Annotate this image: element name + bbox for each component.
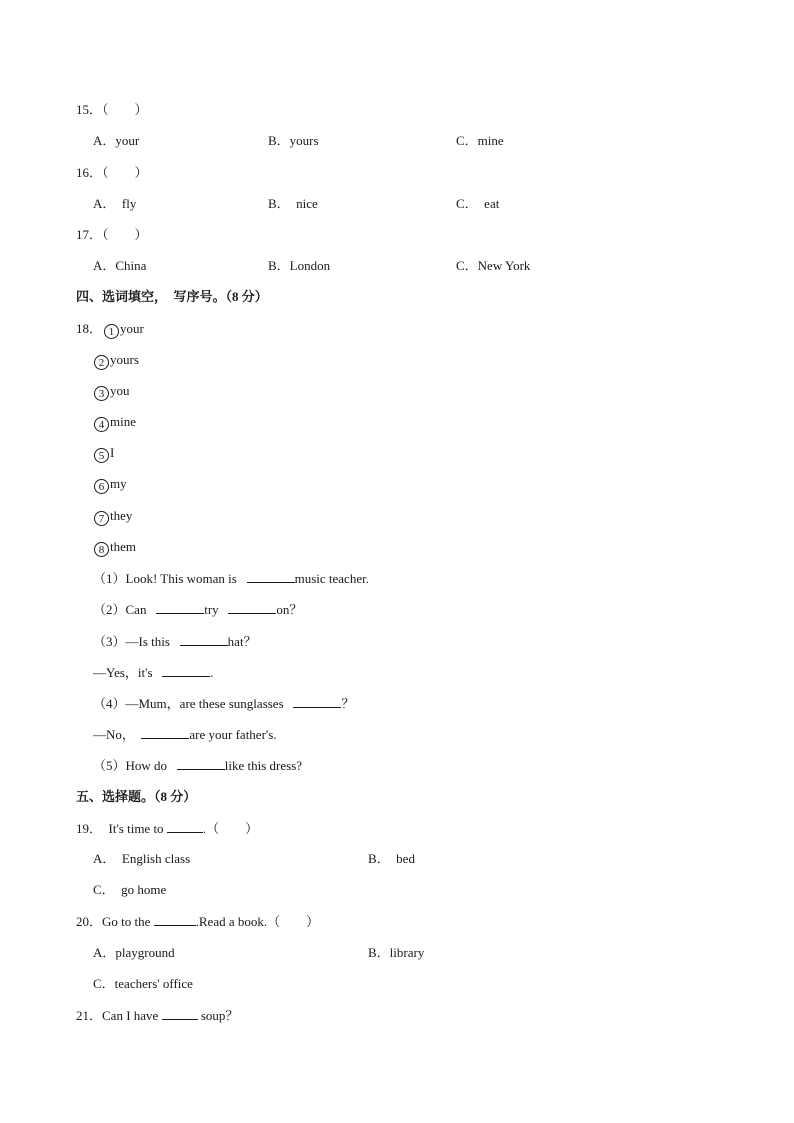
q19-option-a: A． English class bbox=[93, 851, 191, 866]
q20-option-b: B．library bbox=[368, 945, 425, 960]
word-option-6: 6 my bbox=[94, 476, 127, 494]
circled-number-1-icon: 1 bbox=[104, 324, 119, 339]
answer-blank[interactable] bbox=[167, 820, 203, 833]
question-19-stem: 19． It's time to .（ ） bbox=[76, 821, 259, 836]
answer-blank[interactable] bbox=[162, 1007, 198, 1020]
question-15-number: 15．（ ） bbox=[76, 102, 148, 117]
answer-blank[interactable] bbox=[177, 757, 225, 770]
question-16-number: 16．（ ） bbox=[76, 165, 148, 180]
word-option-4: 4 mine bbox=[94, 414, 136, 432]
q15-option-a: A．your bbox=[93, 133, 140, 148]
q18-sentence-3-reply: —Yes，it's . bbox=[93, 665, 214, 680]
q18-sentence-1: （1）Look! This woman is music teacher. bbox=[93, 571, 369, 586]
answer-blank[interactable] bbox=[154, 913, 196, 926]
word-option-8: 8 them bbox=[94, 539, 136, 557]
q16-option-a: A． fly bbox=[93, 196, 137, 211]
section-5-heading: 五、选择题。（8 分） bbox=[76, 789, 197, 804]
q15-option-b: B．yours bbox=[268, 133, 319, 148]
answer-blank[interactable] bbox=[162, 664, 210, 677]
q20-option-a: A．playground bbox=[93, 945, 175, 960]
q15-option-c: C．mine bbox=[456, 133, 504, 148]
answer-blank[interactable] bbox=[156, 601, 204, 614]
q18-sentence-4-reply: —No， are your father's. bbox=[93, 727, 277, 742]
q20-option-c: C．teachers' office bbox=[93, 976, 193, 991]
question-20-stem: 20．Go to the .Read a book.（ ） bbox=[76, 914, 320, 929]
q17-option-b: B．London bbox=[268, 258, 331, 273]
answer-blank[interactable] bbox=[228, 601, 276, 614]
word-option-3: 3 you bbox=[94, 383, 130, 401]
answer-blank[interactable] bbox=[180, 633, 228, 646]
answer-blank[interactable] bbox=[293, 695, 341, 708]
word-option-1: 1 your bbox=[104, 321, 144, 339]
circled-number-7-icon: 7 bbox=[94, 511, 109, 526]
word-option-7: 7 they bbox=[94, 508, 132, 526]
circled-number-3-icon: 3 bbox=[94, 386, 109, 401]
answer-blank[interactable] bbox=[141, 726, 189, 739]
word-option-5: 5 I bbox=[94, 445, 114, 463]
q18-sentence-5: （5）How do like this dress? bbox=[93, 758, 303, 773]
circled-number-4-icon: 4 bbox=[94, 417, 109, 432]
q17-option-c: C．New York bbox=[456, 258, 531, 273]
circled-number-8-icon: 8 bbox=[94, 542, 109, 557]
section-4-heading: 四、选词填空， 写序号。（8 分） bbox=[76, 289, 268, 304]
question-17-number: 17．（ ） bbox=[76, 227, 148, 242]
q16-option-c: C． eat bbox=[456, 196, 500, 211]
q18-sentence-3: （3）—Is this hat？ bbox=[93, 634, 257, 649]
q18-sentence-4: （4）—Mum，are these sunglasses ？ bbox=[93, 696, 355, 711]
question-21-stem: 21．Can I have soup？ bbox=[76, 1008, 239, 1023]
circled-number-2-icon: 2 bbox=[94, 355, 109, 370]
q16-option-b: B． nice bbox=[268, 196, 318, 211]
question-18-number: 18． bbox=[76, 321, 103, 336]
q17-option-a: A．China bbox=[93, 258, 147, 273]
q19-option-b: B． bed bbox=[368, 851, 415, 866]
q19-option-c: C． go home bbox=[93, 882, 167, 897]
circled-number-6-icon: 6 bbox=[94, 479, 109, 494]
circled-number-5-icon: 5 bbox=[94, 448, 109, 463]
q18-sentence-2: （2）Can try on？ bbox=[93, 602, 303, 617]
answer-blank[interactable] bbox=[247, 570, 295, 583]
word-option-2: 2 yours bbox=[94, 352, 139, 370]
